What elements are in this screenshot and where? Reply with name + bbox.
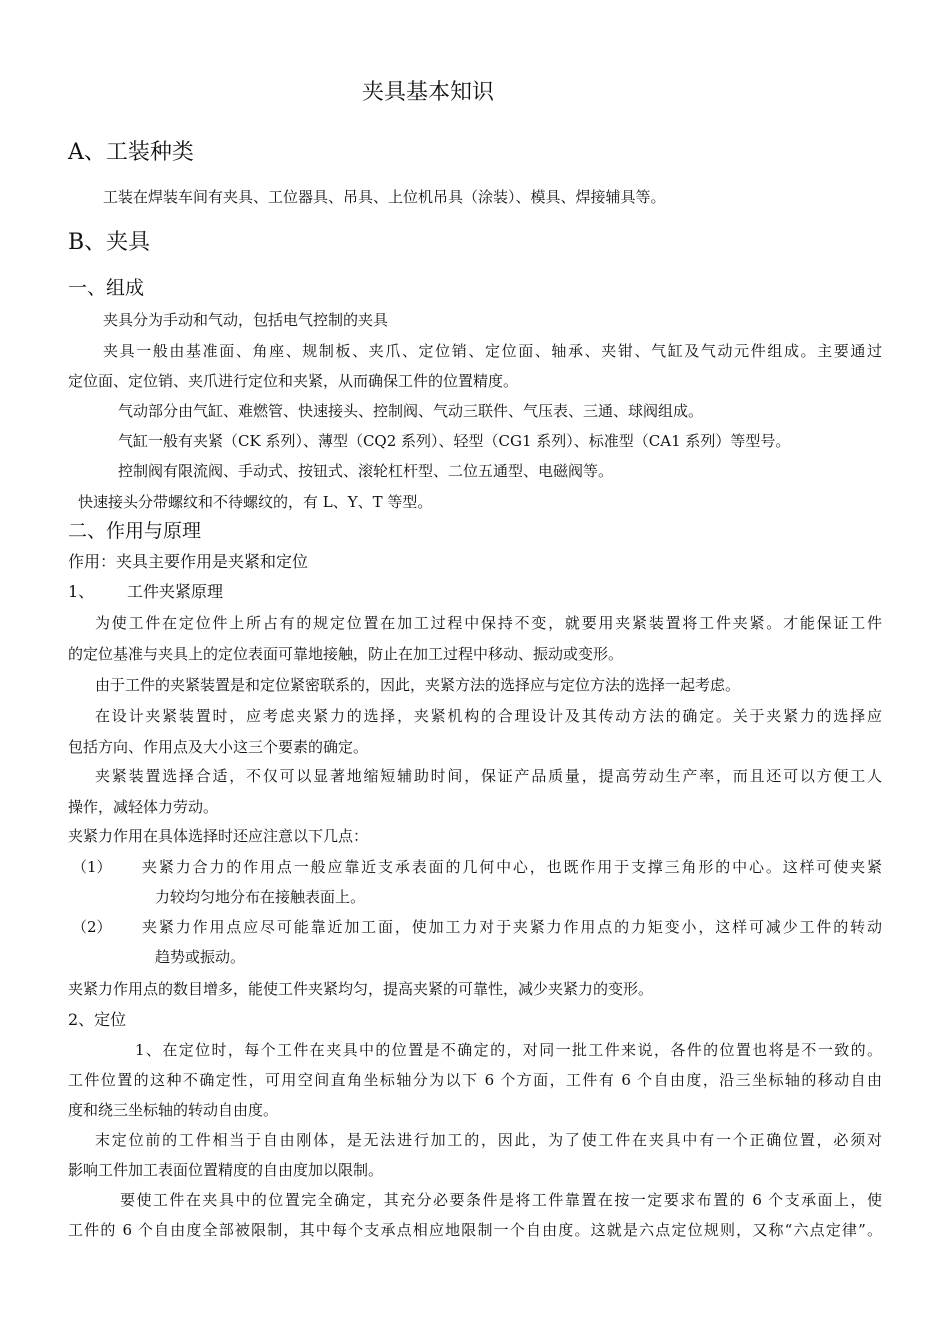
list-number: 1、 <box>68 582 95 601</box>
paragraph: 由于工件的夹紧装置是和定位紧密联系的，因此，夹紧方法的选择应与定位方法的选择一起考虑。 <box>95 676 741 694</box>
heading-composition: 一、组成 <box>68 277 145 299</box>
paragraph-line: 度和绕三坐标轴的转动自由度。 <box>68 1101 279 1119</box>
subheading-positioning: 2、定位 <box>68 1010 127 1029</box>
heading-function-principle: 二、作用与原理 <box>68 520 202 542</box>
paragraph: 工装在焊装车间有夹具、工位器具、吊具、上位机吊具（涂装）、模具、焊接辅具等。 <box>103 188 666 206</box>
paragraph-line: 定位面、定位销、夹爪进行定位和夹紧，从而确保工件的位置精度。 <box>68 372 519 390</box>
paragraph-line: 影响工件加工表面位置精度的自由度加以限制。 <box>68 1161 384 1179</box>
paragraph-line: 的定位基准与夹具上的定位表面可靠地接触，防止在加工过程中移动、振动或变形。 <box>68 645 624 663</box>
subheading-clamping-principle: 工件夹紧原理 <box>127 582 224 601</box>
paragraph-line: 工件的 6 个自由度全部被限制，其中每个支承点相应地限制一个自由度。这就是六点定位规则，又称“六点定律”。 <box>68 1221 882 1239</box>
paragraph-line: 1、在定位时，每个工件在夹具中的位置是不确定的，对同一批工件来说，各件的位置也将是不一致的。 <box>135 1041 882 1059</box>
list-number: （1） <box>72 858 112 876</box>
paragraph-line: 要使工件在夹具中的位置完全确定，其充分必要条件是将工件靠置在按一定要求布置的 6 个支承面上，使 <box>120 1191 882 1209</box>
paragraph-line: 夹具一般由基准面、角座、规制板、夹爪、定位销、定位面、轴承、夹钳、气缸及气动元件组成。主要通过 <box>103 342 882 360</box>
paragraph: 夹具分为手动和气动，包括电气控制的夹具 <box>103 311 389 329</box>
paragraph: 气缸一般有夹紧（CK 系列）、薄型（CQ2 系列）、轻型（CG1 系列）、标准型（CA1 系列）等型号。 <box>118 432 791 450</box>
list-item-line: 趋势或振动。 <box>155 948 246 966</box>
paragraph-line: 工件位置的这种不确定性，可用空间直角坐标轴分为以下 6 个方面，工件有 6 个自由度，沿三坐标轴的移动自由 <box>68 1071 882 1089</box>
paragraph: 气动部分由气缸、难燃管、快速接头、控制阀、气动三联件、气压表、三通、球阀组成。 <box>118 402 704 420</box>
paragraph: 控制阀有限流阀、手动式、按钮式、滚轮杠杆型、二位五通型、电磁阀等。 <box>118 462 614 480</box>
section-b-heading: B、夹具 <box>68 230 151 255</box>
list-number: （2） <box>72 918 112 936</box>
subheading-function: 作用：夹具主要作用是夹紧和定位 <box>68 552 309 571</box>
list-item-line: 夹紧力作用点应尽可能靠近加工面，使加工力对于夹紧力作用点的力矩变小，这样可减少工件的转动 <box>142 918 882 936</box>
paragraph: 快速接头分带螺纹和不待螺纹的，有 L、Y、T 等型。 <box>78 493 433 511</box>
section-a-heading: A、工装种类 <box>68 140 194 165</box>
paragraph: 夹紧力作用点的数目增多，能使工件夹紧均匀，提高夹紧的可靠性，减少夹紧力的变形。 <box>68 980 654 998</box>
paragraph-line: 在设计夹紧装置时，应考虑夹紧力的选择，夹紧机构的合理设计及其传动方法的确定。关于夹紧力的选择应 <box>95 707 882 725</box>
paragraph: 夹紧力作用在具体选择时还应注意以下几点： <box>68 827 369 845</box>
paragraph-line: 包括方向、作用点及大小这三个要素的确定。 <box>68 738 369 756</box>
paragraph-line: 操作，减轻体力劳动。 <box>68 798 219 816</box>
page-title: 夹具基本知识 <box>362 80 495 105</box>
list-item-line: 力较均匀地分布在接触表面上。 <box>155 888 366 906</box>
paragraph-line: 为使工件在定位件上所占有的规定位置在加工过程中保持不变，就要用夹紧装置将工件夹紧。才能保证工件 <box>95 614 882 632</box>
list-item-line: 夹紧力合力的作用点一般应靠近支承表面的几何中心，也既作用于支撑三角形的中心。这样可使夹紧 <box>142 858 882 876</box>
paragraph-line: 夹紧装置选择合适，不仅可以显著地缩短辅助时间，保证产品质量，提高劳动生产率，而且还可以方便工人 <box>95 767 882 785</box>
paragraph-line: 末定位前的工件相当于自由刚体，是无法进行加工的，因此，为了使工件在夹具中有一个正确位置，必须对 <box>95 1131 882 1149</box>
